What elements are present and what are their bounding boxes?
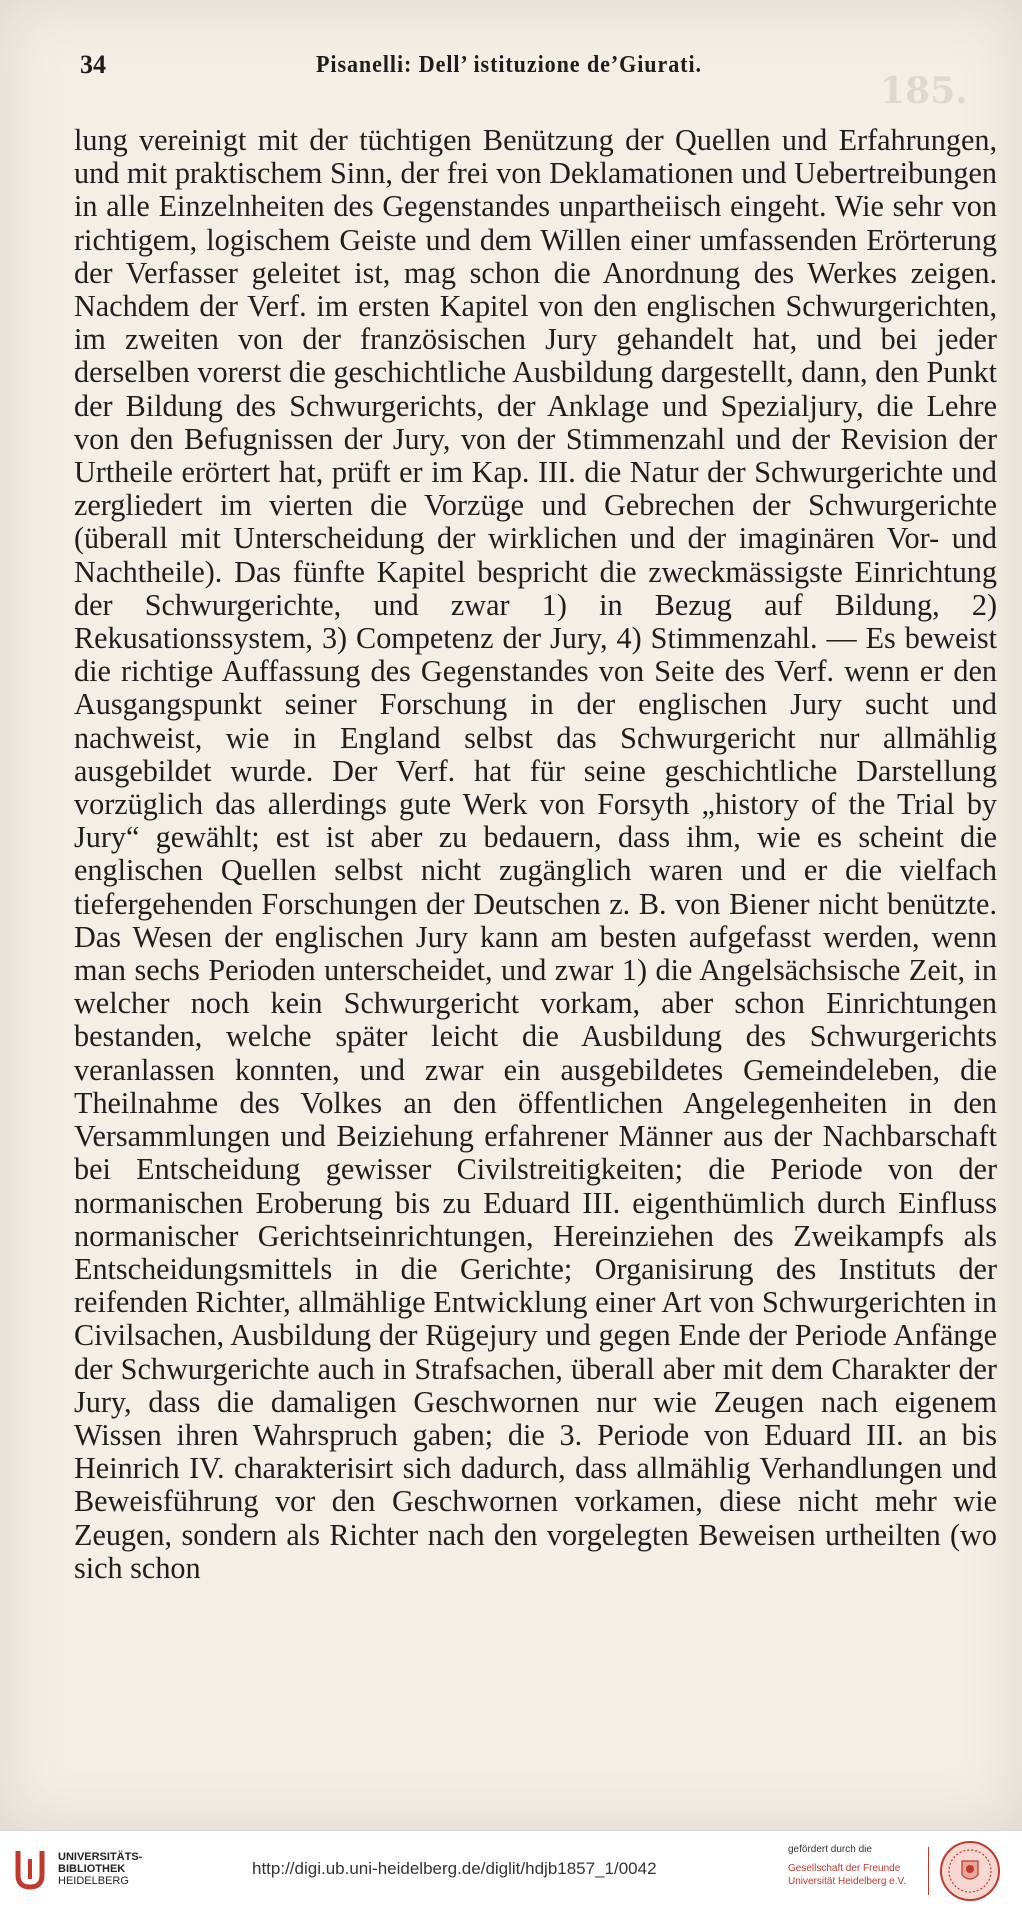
permalink-url[interactable]: http://digi.ub.uni-heidelberg.de/diglit/hdjb1857_1/0042 bbox=[252, 1859, 657, 1878]
sponsor-org-line2: Universität Heidelberg e.V. bbox=[788, 1876, 907, 1887]
running-head: Pisanelli: Dell’ istituzione de’Giurati. bbox=[316, 52, 702, 78]
sponsor-org-line1: Gesellschaft der Freunde bbox=[788, 1863, 901, 1874]
footer-divider bbox=[928, 1847, 929, 1895]
library-name: UNIVERSITÄTS- BIBLIOTHEK HEIDELBERG bbox=[58, 1851, 143, 1887]
sponsor-label: gefördert durch die bbox=[788, 1844, 872, 1855]
university-library-logo-icon bbox=[12, 1845, 48, 1893]
viewer-footer bbox=[0, 1830, 1022, 1907]
page-number: 34 bbox=[80, 50, 106, 79]
page-header bbox=[80, 50, 980, 96]
university-seal-icon bbox=[938, 1839, 1002, 1903]
body-paragraph: lung vereinigt mit der tüchtigen Benützung der Quellen und Erfahrungen, und mit praktischem Sinn, der frei von Deklamationen und Uebertreibungen in alle Einzelnheiten des Gegenstandes unpartheiisch eingeht. Wie sehr von richtigem, logischem Geiste und dem Willen einer umfassenden Erörterung der Verfasser geleitet ist, mag schon die Anordnung des Werkes zeigen. Nachdem der Verf. im ersten Kapitel von den englischen Schwurgerichten, im zweiten von der französischen Jury gehandelt hat, und bei jeder derselben vorerst die geschichtliche Ausbildung dargestellt, dann, den Punkt der Bildung des Schwurgerichts, der Anklage und Spezialjury, die Lehre von den Befugnissen der Jury, von der Stimmenzahl und der Revision der Urtheile erörtert hat, prüft er im Kap. III. die Natur der Schwurgerichte und zergliedert im vierten die Vorzüge und Gebrechen der Schwurgerichte (überall mit Unterscheidung der wirklichen und der imaginären Vor- und Nachtheile). Das fünfte Kapitel bespricht die zweckmässigste Einrichtung der Schwurgerichte, und zwar 1) in Bezug auf Bildung, 2) Rekusationssystem, 3) Competenz der Jury, 4) Stimmenzahl. — Es beweist die richtige Auffassung des Gegenstandes von Seite des Verf. wenn er den Ausgangspunkt seiner Forschung in der englischen Jury sucht und nachweist, wie in England selbst das Schwurgericht nur allmählig ausgebildet wurde. Der Verf. hat für seine geschichtliche Darstellung vorzüglich das allerdings gute Werk von Forsyth „history of the Trial by Jury“ gewählt; est ist aber zu bedauern, dass ihm, wie es scheint die englischen Quellen selbst nicht zugänglich waren und er die vielfach tiefergehenden Forschungen der Deutschen z. B. von Biener nicht benützte. Das Wesen der englischen Jury kann am besten aufgefasst werden, wenn man sechs Perioden unterscheidet, und zwar 1) die Angelsächsische Zeit, in welcher noch kein Schwurgericht vorkam, aber schon Einrichtungen bestanden, welche später leicht die Ausbildung des Schwurgerichts veranlassen konnten, und zwar ein ausgebildetes Gemeindeleben, die Theilnahme des Volkes an den öffentlichen Angelegenheiten in den Versammlungen und Beiziehung erfahrener Männer aus der Nachbarschaft bei Entscheidung gewisser Civilstreitigkeiten; die Periode von der normanischen Eroberung bis zu Eduard III. eigenthümlich durch Einfluss normanischer Gerichtseinrichtungen, Hereinziehen des Zweikampfs als Entscheidungsmittels in die Gerichte; Organisirung des Instituts der reifenden Richter, allmählige Entwicklung einer Art von Schwurgerichten in Civilsachen, Ausbildung der Rügejury und gegen Ende der Periode Anfänge der Schwurgerichte auch in Strafsachen, überall aber mit dem Charakter der Jury, dass die damaligen Geschwornen nur wie Zeugen nach eigenem Wissen ihren Wahrspruch gaben; die 3. Periode von Eduard III. an bis Heinrich IV. charakterisirt sich dadurch, dass allmählig Verhandlungen und Beweisführung vor den Geschwornen vorkamen, diese nicht mehr wie Zeugen, sondern als Richter nach den vorgelegten Beweisen urtheilten (wo sich schon bbox=[74, 123, 997, 1585]
sponsor-block bbox=[788, 1843, 938, 1888]
bleed-through-text: 185. bbox=[880, 70, 968, 112]
